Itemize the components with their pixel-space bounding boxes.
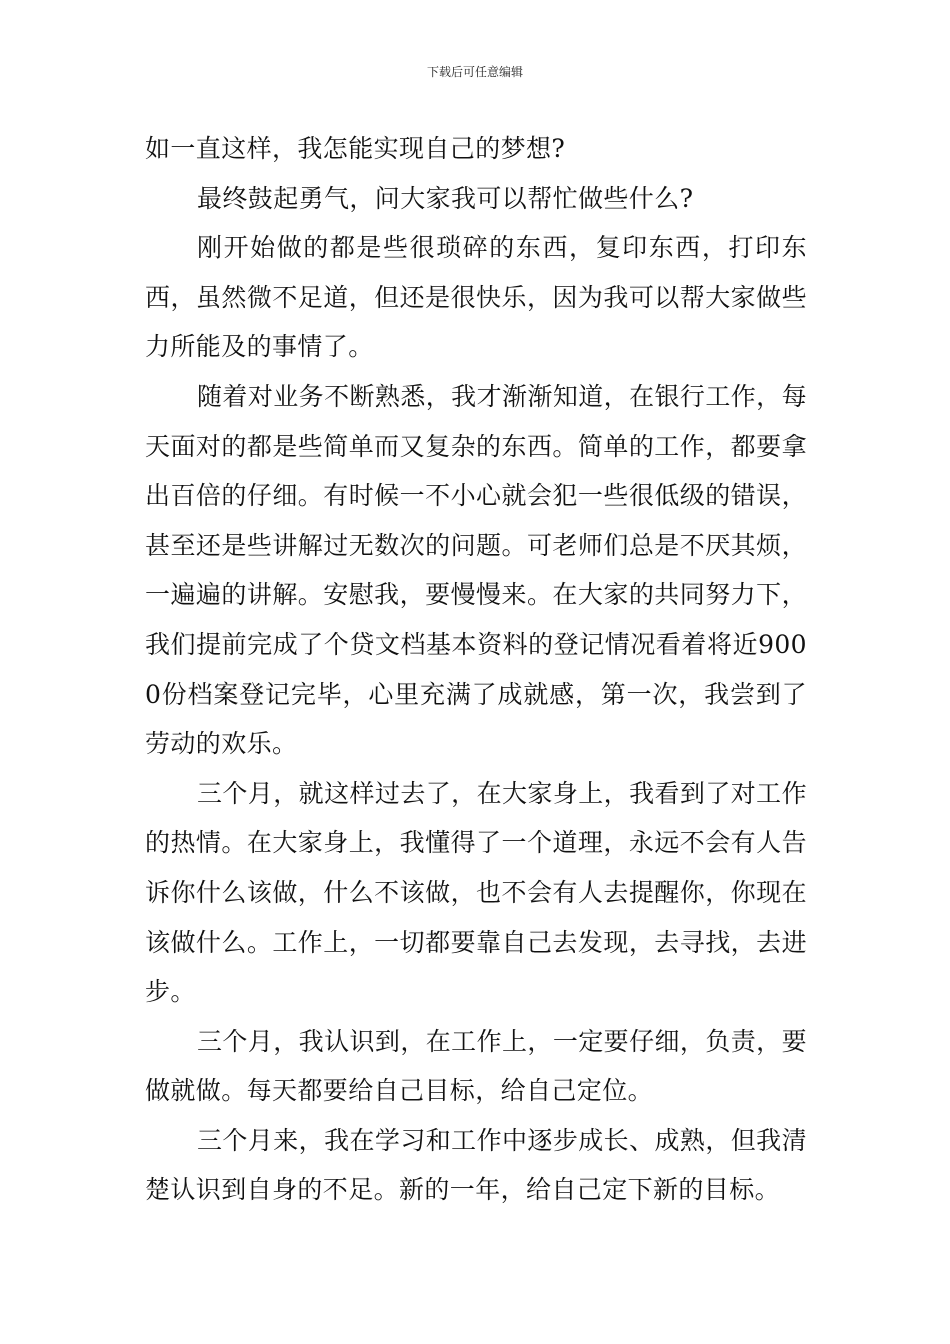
page-header: 下载后可任意编辑 — [426, 65, 523, 79]
paragraph-6: 三个月，我认识到，在工作上，一定要仔细，负责，要做就做。每天都要给自己目标，给自己定位。 — [145, 1026, 807, 1106]
paragraph-1: 如一直这样，我怎能实现自己的梦想? — [145, 134, 566, 163]
paragraph-7: 三个月来，我在学习和工作中逐步成长、成熟，但我清楚认识到自身的不足。新的一年，给自己定下新的目标。 — [145, 1125, 807, 1205]
paragraph-2: 最终鼓起勇气，问大家我可以帮忙做些什么? — [197, 183, 694, 213]
paragraph-4: 随着对业务不断熟悉，我才渐渐知道，在银行工作，每天面对的都是些简单而又复杂的东西。简单的工作，都要拿出百倍的仔细。有时候一不小心就会犯一些很低级的错误，甚至还是些讲解过无数次的问题。可老师们总是不厌其烦，一遍遍的讲解。安慰我，要慢慢来。在大家的共同努力下，我们提前完成了个贷文档基本资料的登记情况看着将近9000份档案登记完毕，心里充满了成就感，第一次，我尝到了劳动的欢乐。 — [145, 381, 807, 759]
paragraph-5: 三个月，就这样过去了，在大家身上，我看到了对工作的热情。在大家身上，我懂得了一个道理，永远不会有人告诉你什么该做，什么不该做，也不会有人去提醒你，你现在该做什么。工作上，一切都要靠自己去发现，去寻找，去进步。 — [145, 778, 807, 1007]
paragraph-3: 刚开始做的都是些很琐碎的东西，复印东西，打印东西，虽然微不足道，但还是很快乐，因为我可以帮大家做些力所能及的事情了。 — [145, 233, 807, 362]
document-body — [145, 124, 807, 1215]
